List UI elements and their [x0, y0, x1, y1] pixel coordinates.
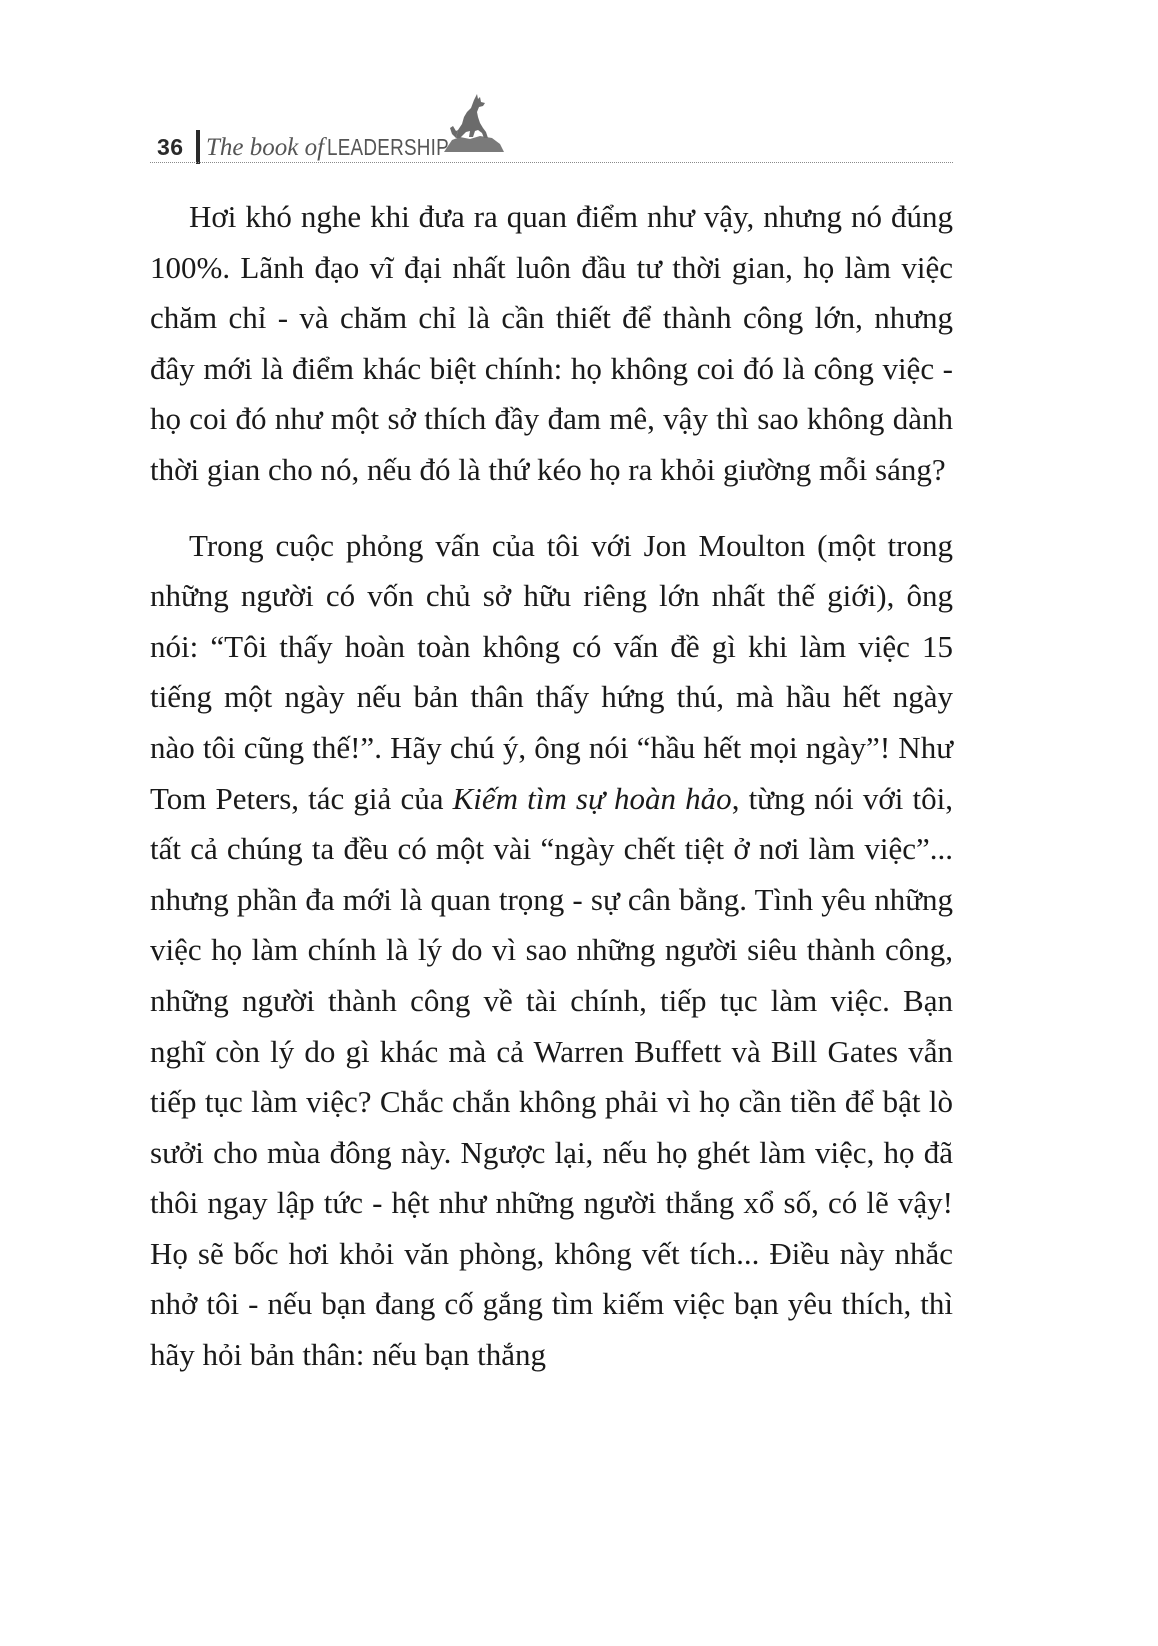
- header-separator-bar: [196, 130, 200, 164]
- header-dotted-rule: [150, 162, 953, 163]
- body-text: [150, 192, 953, 1406]
- paragraph-2: [150, 521, 953, 1381]
- book-title-main: LEADERSHIP: [327, 134, 449, 160]
- running-header: [150, 96, 1000, 168]
- book-title: [206, 134, 476, 162]
- book-title-prefix: The book of: [206, 134, 325, 161]
- paragraph-1: Hơi khó nghe khi đưa ra quan điểm như vậy, nhưng nó đúng 100%. Lãnh đạo vĩ đại nhất luôn đầu tư thời gian, họ làm việc chăm chỉ - và chăm chỉ là cần thiết để thành công lớn, nhưng đây mới là điểm khác biệt chính: họ không coi đó là công việc - họ coi đó như một sở thích đầy đam mê, vậy thì sao không dành thời gian cho nó, nếu đó là thứ kéo họ ra khỏi giường mỗi sáng?: [150, 199, 953, 487]
- paragraph-2-text-before-title: Trong cuộc phỏng vấn của tôi với Jon Moulton (một trong những người có vốn chủ sở hữu riêng lớn nhất thế giới), ông nói: “Tôi thấy hoàn toàn không có vấn đề gì khi làm việc 15 tiếng một ngày nếu bản thân thấy hứng thú, mà hầu hết ngày nào tôi cũng thế!”. Hãy chú ý, ông nói “hầu hết mọi ngày”! Như Tom Peters, tác giả của: [150, 527, 953, 816]
- howling-wolf-icon: [442, 90, 506, 154]
- paragraph-2-text-after-title: , từng nói với tôi, tất cả chúng ta đều có một vài “ngày chết tiệt ở nơi làm việc”... nhưng phần đa mới là quan trọng - sự cân bằng. Tình yêu những việc họ làm chính là lý do vì sao những người siêu thành công, những người thành công về tài chính, tiếp tục làm việc. Bạn nghĩ còn lý do gì khác mà cả Warren Buffett và Bill Gates vẫn tiếp tục làm việc? Chắc chắn không phải vì họ cần tiền để bật lò sưởi cho mùa đông này. Ngược lại, nếu họ ghét làm việc, họ đã thôi ngay lập tức - hệt như những người thắng xổ số, có lẽ vậy! Họ sẽ bốc hơi khỏi văn phòng, không vết tích... Điều này nhắc nhở tôi - nếu bạn đang cố gắng tìm kiếm việc bạn yêu thích, thì hãy hỏi bản thân: nếu bạn thắng: [150, 780, 953, 1373]
- page-number: 36: [157, 134, 184, 160]
- book-title-italic: Kiếm tìm sự hoàn hảo: [452, 780, 732, 816]
